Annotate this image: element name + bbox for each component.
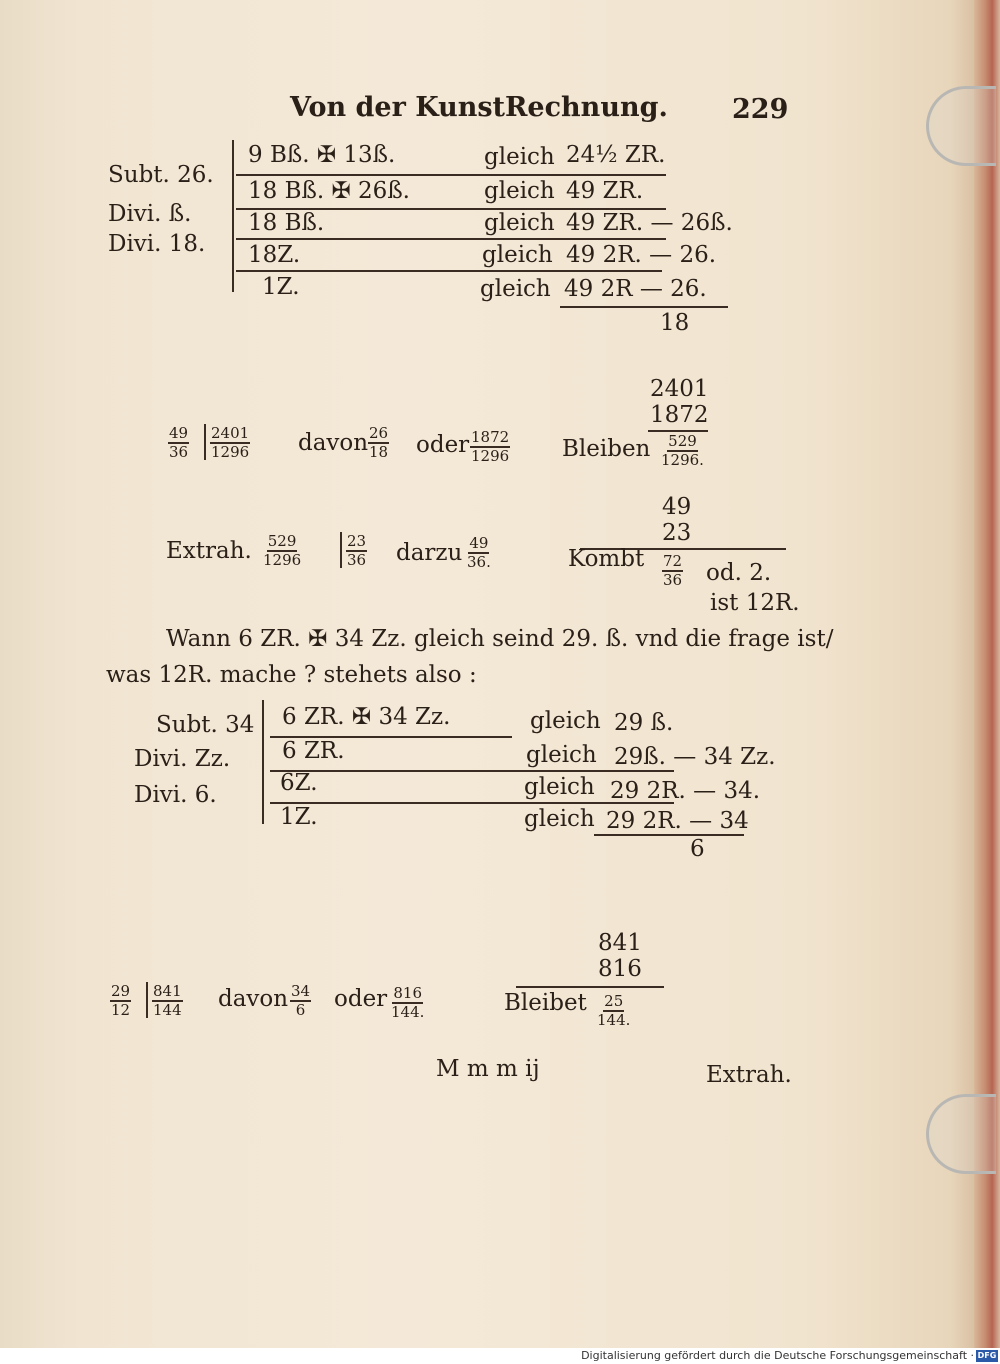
table2-cell: 29ß. — 34 Zz. bbox=[614, 744, 776, 770]
table1-cell: 9 Bß. ✠ 13ß. bbox=[248, 142, 396, 168]
table1-label: Divi. ß. bbox=[108, 201, 192, 227]
fraction: $\frac{72}{36}$ bbox=[663, 552, 683, 589]
table1-cell: 18Z. bbox=[248, 242, 301, 268]
table2-cell: 29 ß. bbox=[614, 710, 674, 736]
word-darzu: darzu bbox=[396, 540, 463, 566]
bracket bbox=[340, 532, 342, 568]
table1-cell: gleich bbox=[482, 242, 553, 268]
table2-cell: 29 2R. — 34. bbox=[610, 778, 761, 804]
table2-divisor: 6 bbox=[690, 836, 705, 862]
word-bleibet: Bleibet bbox=[504, 990, 587, 1016]
paper-clip-top bbox=[926, 86, 996, 166]
signature-mark: M m m ij bbox=[436, 1056, 540, 1082]
page-number: 229 bbox=[732, 94, 789, 125]
calc2-result: ist 12R. bbox=[710, 590, 800, 616]
calc2-stack: 49 bbox=[662, 494, 692, 520]
table2-cell: 29 2R. — 34 bbox=[606, 808, 749, 834]
table2-cell: 6 ZR. bbox=[282, 738, 345, 764]
calc3-stack: 816 bbox=[598, 956, 642, 982]
table2-rule bbox=[270, 802, 674, 804]
table2-cell: gleich bbox=[530, 708, 601, 734]
word-oder: oder bbox=[334, 986, 388, 1012]
table1-cell: gleich bbox=[484, 210, 555, 236]
table2-cell: gleich bbox=[524, 806, 595, 832]
table1-cell: 49 ZR. bbox=[566, 178, 644, 204]
word-kombt: Kombt bbox=[568, 546, 645, 572]
fraction: $\frac{26}{18}$ bbox=[369, 424, 389, 461]
table1-cell: 49 2R — 26. bbox=[564, 276, 707, 302]
fraction: $\frac{529}{1296}$ bbox=[263, 532, 302, 569]
calc2-od: od. 2. bbox=[706, 560, 772, 586]
word-extrah: Extrah. bbox=[166, 538, 252, 564]
table2-rule bbox=[270, 770, 674, 772]
fraction: $\frac{529}{1296.}$ bbox=[661, 432, 704, 469]
table1-cell: 18 Bß. ✠ 26ß. bbox=[248, 178, 410, 204]
table2-cell: 6Z. bbox=[280, 770, 318, 796]
table2-label: Divi. 6. bbox=[134, 782, 217, 808]
bracket bbox=[204, 424, 206, 460]
fraction: $\frac{2401}{1296}$ bbox=[211, 424, 250, 461]
word-bleiben: Bleiben bbox=[562, 436, 651, 462]
table1-divisor: 18 bbox=[660, 310, 690, 336]
paragraph-line: Wann 6 ZR. ✠ 34 Zz. gleich seind 29. ß. vnd die frage ist/ bbox=[166, 626, 834, 652]
table2-cell: 6 ZR. ✠ 34 Zz. bbox=[282, 704, 451, 730]
table2-label: Divi. Zz. bbox=[134, 746, 231, 772]
table1-label: Divi. 18. bbox=[108, 231, 206, 257]
table1-rule bbox=[560, 306, 728, 308]
fraction: $\frac{25}{144.}$ bbox=[597, 992, 631, 1029]
table1-cell: gleich bbox=[484, 144, 555, 170]
table2-cell: 1Z. bbox=[280, 804, 318, 830]
dfg-logo-icon: DFG bbox=[977, 1351, 997, 1360]
table2-rule bbox=[594, 834, 744, 836]
calc2-stack: 23 bbox=[662, 520, 692, 546]
calc3-stack: 841 bbox=[598, 930, 642, 956]
table1-cell: 1Z. bbox=[262, 274, 300, 300]
table1-rule bbox=[236, 270, 662, 272]
table1-cell: gleich bbox=[484, 178, 555, 204]
calc3-stack-rule bbox=[516, 986, 664, 988]
fraction: $\frac{816}{144.}$ bbox=[391, 984, 425, 1021]
footer-credit bbox=[0, 1348, 1000, 1364]
paragraph-line: was 12R. mache ? stehets also : bbox=[106, 662, 477, 688]
calc1-stack: 1872 bbox=[650, 402, 709, 428]
fraction: $\frac{49}{36.}$ bbox=[467, 534, 491, 571]
table1-divider bbox=[232, 140, 234, 292]
calc1-stack: 2401 bbox=[650, 376, 709, 402]
table1-rule bbox=[236, 238, 666, 240]
table1-rule bbox=[236, 174, 666, 176]
footer-credit-text: Digitalisierung gefördert durch die Deutsche Forschungsgemeinschaft · bbox=[581, 1349, 974, 1362]
table1-cell: 49 ZR. — 26ß. bbox=[566, 210, 733, 236]
catchword: Extrah. bbox=[706, 1062, 792, 1088]
fraction: $\frac{34}{6}$ bbox=[291, 982, 311, 1019]
running-title: Von der KunstRechnung. bbox=[290, 92, 668, 123]
table1-cell: gleich bbox=[480, 276, 551, 302]
table1-cell: 49 2R. — 26. bbox=[566, 242, 717, 268]
table1-cell: 18 Bß. bbox=[248, 210, 325, 236]
table2-divider bbox=[262, 700, 264, 824]
fraction: $\frac{23}{36}$ bbox=[347, 532, 367, 569]
paper-clip-bottom bbox=[926, 1094, 996, 1174]
word-oder: oder bbox=[416, 432, 470, 458]
fraction: $\frac{1872}{1296}$ bbox=[471, 428, 510, 465]
fraction: $\frac{29}{12}$ bbox=[111, 982, 131, 1019]
table2-cell: gleich bbox=[526, 742, 597, 768]
table2-cell: gleich bbox=[524, 774, 595, 800]
word-davon: davon bbox=[298, 430, 369, 456]
table1-cell: 24½ ZR. bbox=[566, 142, 666, 168]
table2-label: Subt. 34 bbox=[156, 712, 255, 738]
word-davon: davon bbox=[218, 986, 289, 1012]
bracket bbox=[146, 982, 148, 1018]
table1-label: Subt. 26. bbox=[108, 162, 214, 188]
fraction: $\frac{841}{144}$ bbox=[153, 982, 182, 1019]
fraction: $\frac{49}{36}$ bbox=[169, 424, 189, 461]
